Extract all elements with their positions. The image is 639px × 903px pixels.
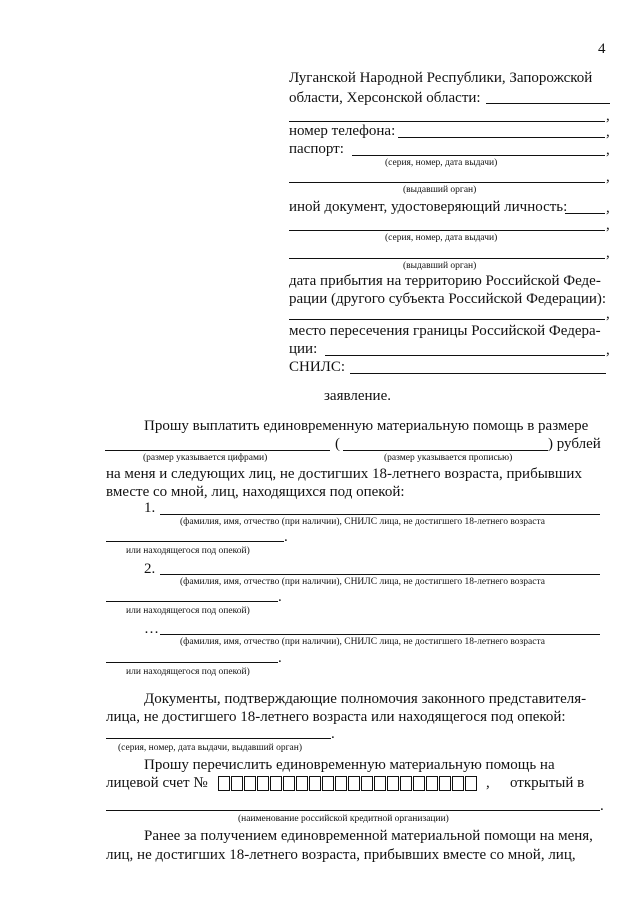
- account-digit-box[interactable]: [400, 776, 412, 791]
- hint-docs: (серия, номер, дата выдачи, выдавший орган): [118, 743, 302, 753]
- item-2-number: 2.: [144, 561, 156, 577]
- previous-line-2: лиц, не достигших 18-летнего возраста, прибывших вместе со мной, лиц,: [106, 847, 576, 863]
- account-digit-box[interactable]: [361, 776, 373, 791]
- rubles-label: ) рублей: [548, 436, 601, 452]
- arrival-line-2: рации (другого субъекта Российской Федерации):: [289, 291, 607, 307]
- docs-line-1: Документы, подтверждающие полномочия законного представителя-: [144, 691, 587, 707]
- snils-label: СНИЛС:: [289, 359, 346, 375]
- item-2-field-cont[interactable]: [106, 601, 278, 602]
- comma: ,: [606, 245, 610, 261]
- account-digit-box[interactable]: [309, 776, 321, 791]
- item-2-field[interactable]: [160, 574, 600, 575]
- snils-field[interactable]: [350, 373, 606, 374]
- account-digit-box[interactable]: [257, 776, 269, 791]
- amount-words-field[interactable]: [343, 450, 548, 451]
- hint-guard-1: или находящегося под опекой): [126, 546, 250, 556]
- previous-line-1: Ранее за получением единовременной материальной помощи на меня,: [144, 828, 593, 844]
- opened-in-label: открытый в: [510, 775, 585, 791]
- other-doc-label: иной документ, удостоверяющий личность:: [289, 199, 568, 215]
- border-line-1: место пересечения границы Российской Федера-: [289, 323, 601, 339]
- region-line-1: Луганской Народной Республики, Запорожской: [289, 70, 593, 86]
- account-digit-box[interactable]: [231, 776, 243, 791]
- passport-series-field[interactable]: [352, 155, 605, 156]
- hint-digits: (размер указывается цифрами): [143, 453, 268, 463]
- border-line-2: ции:: [289, 341, 318, 357]
- comma: ,: [606, 342, 610, 358]
- comma: ,: [606, 124, 610, 140]
- document-heading: заявление.: [324, 388, 391, 404]
- comma: ,: [606, 169, 610, 185]
- account-digit-box[interactable]: [348, 776, 360, 791]
- other-doc-authority-field[interactable]: [289, 258, 605, 259]
- account-digit-box[interactable]: [452, 776, 464, 791]
- request-line-3: на меня и следующих лиц, не достигших 18-летнего возраста, прибывших: [106, 466, 582, 482]
- hint-authority-2: (выдавший орган): [403, 261, 477, 271]
- account-label: лицевой счет №: [106, 775, 208, 791]
- bank-name-field[interactable]: [106, 810, 600, 811]
- hint-fio-3: (фамилия, имя, отчество (при наличии), СНИЛС лица, не достигшего 18-летнего возраста: [180, 637, 545, 647]
- account-digit-box[interactable]: [270, 776, 282, 791]
- comma: ,: [606, 306, 610, 322]
- hint-guard-2: или находящегося под опекой): [126, 606, 250, 616]
- period: .: [278, 589, 282, 605]
- period: .: [600, 798, 604, 814]
- account-digit-box[interactable]: [218, 776, 230, 791]
- account-digit-box[interactable]: [387, 776, 399, 791]
- border-field[interactable]: [325, 355, 605, 356]
- account-digit-box[interactable]: [244, 776, 256, 791]
- paren-open: (: [335, 436, 340, 452]
- item-3-field[interactable]: [160, 634, 600, 635]
- arrival-line-1: дата прибытия на территорию Российской Феде-: [289, 273, 601, 289]
- item-3-number: …: [144, 621, 159, 637]
- passport-label: паспорт:: [289, 141, 344, 157]
- passport-authority-field[interactable]: [289, 182, 605, 183]
- comma: ,: [606, 200, 610, 216]
- region-line-2: области, Херсонской области:: [289, 90, 481, 106]
- period: .: [331, 726, 335, 742]
- account-digit-box[interactable]: [374, 776, 386, 791]
- other-doc-series-field[interactable]: [289, 230, 605, 231]
- account-digit-box[interactable]: [439, 776, 451, 791]
- request-line-4: вместе со мной, лиц, находящихся под опекой:: [106, 484, 405, 500]
- comma: ,: [606, 108, 610, 124]
- account-digit-box[interactable]: [283, 776, 295, 791]
- comma: ,: [606, 142, 610, 158]
- hint-series-2: (серия, номер, дата выдачи): [385, 233, 498, 243]
- hint-bank: (наименование российской кредитной организации): [238, 814, 449, 824]
- account-digit-box[interactable]: [426, 776, 438, 791]
- region-field[interactable]: [486, 103, 610, 104]
- account-digit-box[interactable]: [296, 776, 308, 791]
- hint-guard-3: или находящегося под опекой): [126, 667, 250, 677]
- phone-label: номер телефона:: [289, 123, 396, 139]
- comma: ,: [606, 217, 610, 233]
- docs-field[interactable]: [106, 738, 331, 739]
- account-digit-box[interactable]: [465, 776, 477, 791]
- arrival-date-field[interactable]: [289, 319, 605, 320]
- period: .: [284, 529, 288, 545]
- hint-fio-2: (фамилия, имя, отчество (при наличии), СНИЛС лица, не достигшего 18-летнего возраста: [180, 577, 545, 587]
- period: .: [278, 650, 282, 666]
- phone-field[interactable]: [398, 137, 605, 138]
- amount-digits-field[interactable]: [105, 450, 330, 451]
- request-line-1: Прошу выплатить единовременную материальную помощь в размере: [144, 418, 589, 434]
- transfer-line-1: Прошу перечислить единовременную материальную помощь на: [144, 757, 555, 773]
- hint-authority: (выдавший орган): [403, 185, 477, 195]
- page-number: 4: [598, 41, 606, 57]
- hint-words: (размер указывается прописью): [384, 453, 513, 463]
- account-digit-box[interactable]: [322, 776, 334, 791]
- hint-series: (серия, номер, дата выдачи): [385, 158, 498, 168]
- item-1-number: 1.: [144, 500, 156, 516]
- account-digit-box[interactable]: [335, 776, 347, 791]
- comma: ,: [486, 775, 490, 791]
- account-digit-box[interactable]: [413, 776, 425, 791]
- docs-line-2: лица, не достигшего 18-летнего возраста или находящегося под опекой:: [106, 709, 566, 725]
- item-3-field-cont[interactable]: [106, 662, 278, 663]
- other-doc-field[interactable]: [565, 213, 605, 214]
- item-1-field-cont[interactable]: [106, 541, 284, 542]
- item-1-field[interactable]: [160, 514, 600, 515]
- hint-fio-1: (фамилия, имя, отчество (при наличии), СНИЛС лица, не достигшего 18-летнего возраста: [180, 517, 545, 527]
